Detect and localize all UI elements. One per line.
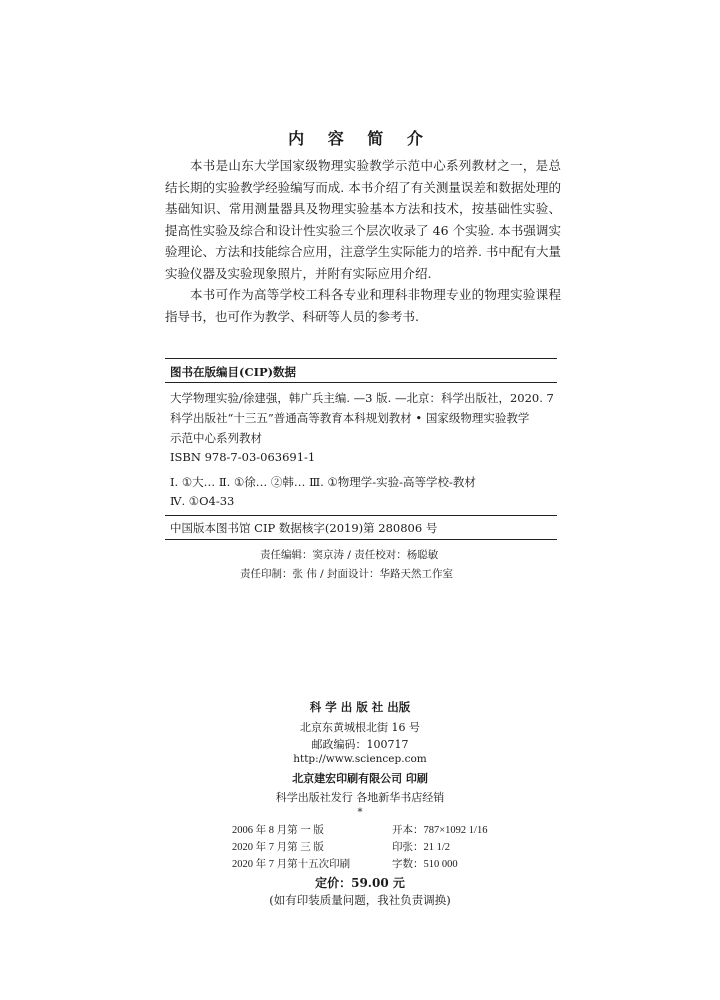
summary-paragraph-1: 本书是山东大学国家级物理实验教学示范中心系列教材之一，是总结长期的实验教学经验编写而成. 本书介绍了有关测量误差和数据处理的基础知识、常用测量器具及物理实验基本方法和技术，按基础性实验、提高性实验及综合和设计性实验三个层次收录了 46 个实验. 本书强调实验理论、方法和技能综合应用，注意学生实际能力的培养. 书中配有大量实验仪器及实验现象照片，并附有实际应用介绍. (165, 158, 561, 281)
price-note: (如有印装质量问题，我社负责调换) (269, 893, 451, 907)
publisher-address: 北京东黄城根北街 16 号 (300, 721, 420, 734)
cip-header-rule (165, 382, 557, 383)
edition-right-1: 开本：787×1092 1/16 (392, 825, 488, 836)
summary-body (165, 155, 561, 327)
cip-number: 中国版本图书馆 CIP 数据核字(2019)第 280806 号 (170, 521, 438, 535)
distribution-line: 科学出版社发行 各地新华书店经销 (275, 791, 445, 804)
publisher-name: 科 学 出 版 社 出版 (309, 700, 411, 714)
publisher-postcode: 邮政编码：100717 (311, 738, 409, 751)
separator-star: * (357, 807, 363, 818)
summary-heading: 内 容 简 介 (288, 129, 432, 148)
cip-entry-line-1: 大学物理实验/徐建强，韩广兵主编. —3 版. —北京：科学出版社，2020. 7 (170, 391, 554, 405)
cip-entry-line-2: 科学出版社“十三五”普通高等教育本科规划教材 • 国家级物理实验教学 (170, 411, 530, 425)
cip-top-rule (165, 358, 557, 359)
credits-line-1: 责任编辑：窦京涛 / 责任校对：杨聪敏 (260, 549, 439, 561)
printer-name: 北京建宏印刷有限公司 印刷 (292, 772, 428, 785)
cip-classification-line-1: Ⅰ. ①大… Ⅱ. ①徐… ②韩… Ⅲ. ①物理学-实验-高等学校-教材 (170, 475, 476, 489)
edition-left-1: 2006 年 8 月第 一 版 (232, 825, 324, 836)
edition-left-2: 2020 年 7 月第 三 版 (232, 842, 324, 853)
edition-right-2: 印张：21 1/2 (392, 842, 451, 853)
credits-line-2: 责任印制：张 伟 / 封面设计：华路天然工作室 (240, 568, 454, 580)
price-label: 定价：59.00 元 (315, 876, 405, 890)
cip-bottom-rule (165, 539, 557, 540)
cip-entry-line-3: 示范中心系列教材 (170, 431, 262, 445)
cip-header: 图书在版编目(CIP)数据 (170, 365, 297, 379)
cip-classification-line-2: Ⅳ. ①O4-33 (170, 494, 235, 508)
cip-mid-rule (165, 515, 557, 516)
edition-right-3: 字数：510 000 (392, 859, 458, 870)
cip-isbn: ISBN 978-7-03-063691-1 (170, 450, 316, 464)
summary-paragraph-2: 本书可作为高等学校工科各专业和理科非物理专业的物理实验课程指导书，也可作为教学、科研等人员的参考书. (165, 287, 561, 324)
edition-left-3: 2020 年 7 月第十五次印刷 (232, 859, 351, 870)
publisher-website: http://www.sciencep.com (293, 753, 427, 765)
